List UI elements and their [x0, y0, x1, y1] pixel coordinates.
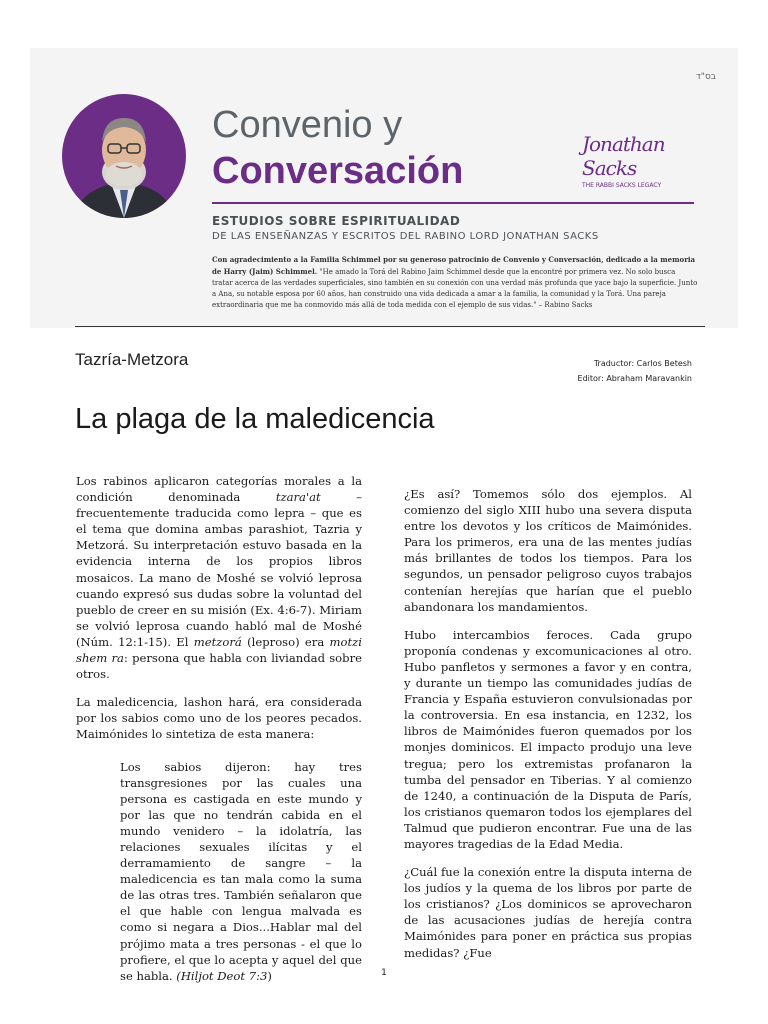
author-portrait [62, 94, 186, 218]
paragraph: La maledicencia, lashon hará, era considerada por los sabios como uno de los peores pecados. Maimónides lo sintetiza de esta manera: [76, 695, 362, 742]
section-divider [75, 326, 705, 327]
signature-logo [582, 132, 702, 189]
translator-credit: Traductor: Carlos Betesh [593, 359, 692, 368]
editor-credit: Editor: Abraham Maravankin [577, 374, 692, 383]
dedication-text [212, 254, 698, 311]
header-banner [30, 48, 738, 328]
article-title: La plaga de la maledicencia [75, 403, 435, 435]
signature-script: Jonathan Sacks [582, 132, 665, 180]
paragraph: ¿Cuál fue la conexión entre la disputa interna de los judíos y la quema de los libros por parte de los cristianos? ¿Los dominicos se aprovecharon de las acusaciones judías de herejía contra Maimónides para poner en práctica sus propias medidas? ¿Fue [404, 865, 692, 960]
series-subtitle: ESTUDIOS SOBRE ESPIRITUALIDAD [212, 214, 461, 228]
block-quote: Los sabios dijeron: hay tres transgresiones por las cuales una persona es castigada en este mundo y por las que no tendrán cabida en el mundo venidero – la idolatría, las relaciones sexuales ilícitas y el derramamiento de sangre – la maledicencia es tan mala como la suma de las otras tres. También señalaron que el que hable con lengua malvada es como si negara a Dios...Hablar mal del prójimo mata a tres personas - el que lo profiere, el que lo acepta y aquel del que se habla. (Hiljot Deot 7:3) [120, 759, 362, 983]
page-number: 1 [381, 968, 387, 978]
bsd-mark: בס"ד [695, 72, 716, 82]
series-source: DE LAS ENSEÑANZAS Y ESCRITOS DEL RABINO LORD JONATHAN SACKS [212, 231, 599, 242]
dedication-bold: Con agradecimiento a la Familia Schimmel por su generoso patrocinio de Convenio y Conversación, dedicado a la memoria de Harry (Jaim) Schimmel. [212, 255, 696, 276]
paragraph: Hubo intercambios feroces. Cada grupo proponía condenas y excomunicaciones al otro. Hubo panfletos y sermones a favor y en contra, y durante un tiempo las comunidades judías de Francia y España estuvieron convulsionadas por la controversia. En esa instancia, en 1232, los libros de Maimónides fueron quemados por los monjes dominicos. El impacto produjo una leve tregua; pero los extremistas profanaron la tumba del pensador en Tiberias. Y al comienzo de 1240, a continuación de la Disputa de París, los cristianos quemaron todos los ejemplares del Talmud que pudieron encontrar. Fue una de las mayores tragedias de la Edad Media. [404, 627, 692, 851]
paragraph: Los rabinos aplicaron categorías morales a la condición denominada tzara'at – frecuentemente traducida como lepra – que es el tema que domina ambas parashiot, Tazria y Metzorá. Su interpretación estuvo basada en la evidencia interna de los propios libros mosaicos. La mano de Moshé se volvió leprosa cuando expresó sus dudas sobre la voluntad del pueblo de creer en su misión (Ex. 4:6-7). Miriam se volvió leprosa cuando habló mal de Moshé (Núm. 12:1-15). El metzorá (leproso) era motzi shem ra: persona que habla con liviandad sobre otros. [76, 474, 363, 682]
signature-subtitle: THE RABBI SACKS LEGACY [582, 182, 662, 189]
right-column [404, 486, 692, 973]
paragraph: ¿Es así? Tomemos sólo dos ejemplos. Al comienzo del siglo XIII hubo una severa disputa entre los devotos y los críticos de Maimónides. Para los primeros, era una de las mentes judías más brillantes de todos los tiempos. Para los segundos, un pensador peligroso cuyos trabajos contenían herejías que harían que el pueblo abandonara los mandamientos. [404, 487, 692, 614]
dedication-body: "He amado la Torá del Rabino Jaim Schimmel desde que la encontré por primera vez. No solo busca tratar acerca de las verdades superficiales, sino también en su conexión con una verdad más profunda que yace bajo la superficie. Junto a Ana, su notable esposa por 60 años, han construido una vida dedicada a amar a la familia, la comunidad y la Torá. Una pareja extraordinaria que me ha conmovido más allá de toda medida con el ejemplo de sus vidas." – Rabino Sacks [212, 268, 698, 309]
left-column [76, 473, 362, 984]
masthead-title-line1: Convenio y [212, 104, 403, 146]
parasha-name: Tazría-Metzora [75, 350, 189, 369]
header-divider [212, 202, 694, 204]
masthead-title-line2: Conversación [212, 150, 464, 192]
quote-reference: (Hiljot Deot 7:3 [176, 968, 268, 983]
credits [578, 356, 692, 386]
